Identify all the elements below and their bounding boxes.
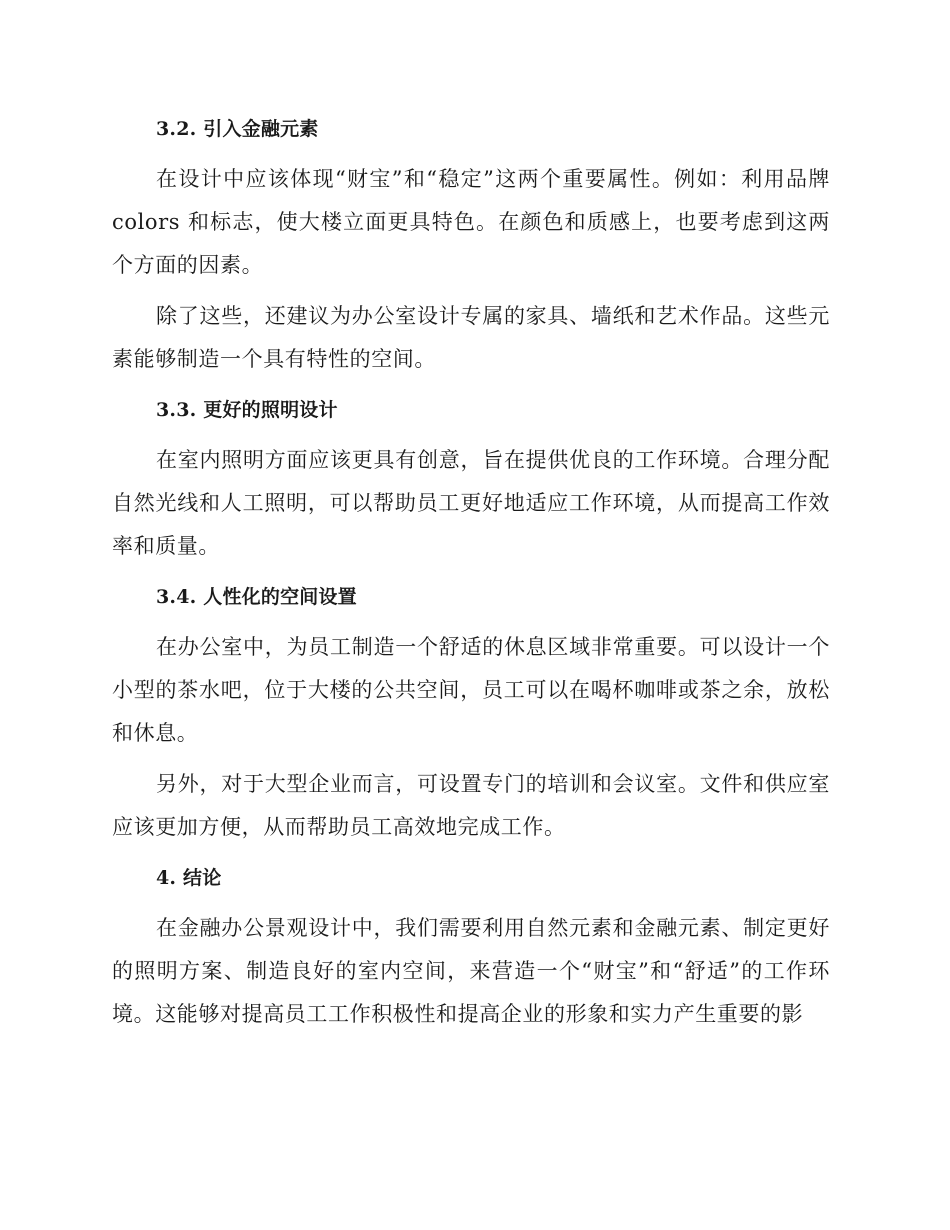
paragraph: 在室内照明方面应该更具有创意，旨在提供优良的工作环境。合理分配自然光线和人工照明，可以帮助员工更好地适应工作环境，从而提高工作效率和质量。 bbox=[112, 448, 830, 558]
section-heading-4: 4. 结论 bbox=[156, 867, 222, 889]
paragraph: 除了这些，还建议为办公室设计专属的家具、墙纸和艺术作品。这些元素能够制造一个具有特性的空间。 bbox=[112, 304, 830, 371]
section-heading-3-3: 3.3. 更好的照明设计 bbox=[156, 399, 338, 421]
section-heading-3-4: 3.4. 人性化的空间设置 bbox=[156, 586, 357, 608]
paragraph: 在金融办公景观设计中，我们需要利用自然元素和金融元素、制定更好的照明方案、制造良好的室内空间，来营造一个“财宝”和“舒适”的工作环境。这能够对提高员工工作积极性和提高企业的形象和实力产生重要的影 bbox=[112, 916, 830, 1026]
section-heading-3-2: 3.2. 引入金融元素 bbox=[156, 118, 319, 140]
paragraph: 另外，对于大型企业而言，可设置专门的培训和会议室。文件和供应室应该更加方便，从而帮助员工高效地完成工作。 bbox=[112, 772, 830, 839]
paragraph: 在办公室中，为员工制造一个舒适的休息区域非常重要。可以设计一个小型的茶水吧，位于大楼的公共空间，员工可以在喝杯咖啡或茶之余，放松和休息。 bbox=[112, 635, 830, 745]
document-page bbox=[112, 108, 830, 1044]
paragraph: 在设计中应该体现“财宝”和“稳定”这两个重要属性。例如：利用品牌 colors 和标志，使大楼立面更具特色。在颜色和质感上，也要考虑到这两个方面的因素。 bbox=[112, 167, 830, 277]
